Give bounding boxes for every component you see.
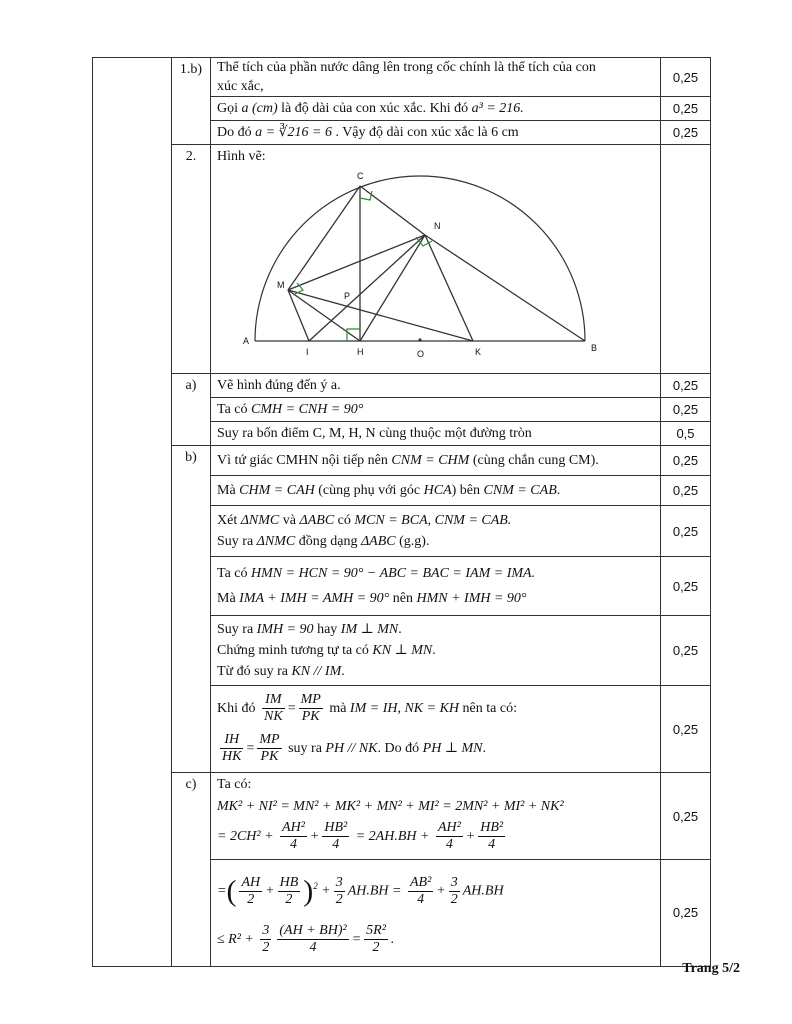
- denominator: PK: [301, 709, 320, 725]
- text: Suy ra: [217, 622, 254, 637]
- text-line: [217, 640, 654, 661]
- text-line: Thể tích của phần nước dâng lên trong cốc chính là thể tích của con: [217, 60, 596, 75]
- score: 0,25: [661, 476, 711, 506]
- denominator: 4: [289, 837, 297, 853]
- numerator: 5R²: [366, 922, 386, 938]
- math: HCA: [423, 483, 452, 498]
- denominator: 2: [247, 891, 255, 907]
- label-k: K: [475, 347, 482, 357]
- math: = 2AH.BH +: [355, 829, 430, 844]
- text: Ta có: [217, 402, 248, 417]
- label-c: C: [357, 171, 364, 181]
- fraction: [322, 820, 349, 853]
- denominator: 2: [285, 891, 293, 907]
- label-m: M: [277, 280, 285, 290]
- numerator: HB²: [324, 820, 348, 836]
- math-line: [217, 916, 654, 964]
- text: . Do đó: [377, 741, 420, 756]
- denominator: 4: [445, 837, 453, 853]
- empty-column: [93, 58, 172, 967]
- math: +: [309, 829, 320, 844]
- score: 0,25: [661, 773, 711, 860]
- score: 0,25: [661, 398, 711, 422]
- math: (cm): [252, 101, 278, 116]
- text: Mà: [217, 591, 236, 606]
- fraction: [277, 923, 348, 956]
- math: a³ = 216.: [471, 101, 524, 116]
- answer-text: [211, 97, 661, 121]
- math: ≤ R² +: [217, 931, 254, 947]
- math: KN // IM: [291, 664, 342, 679]
- text: Từ đó suy ra: [217, 664, 288, 679]
- numerator: HB²: [480, 820, 504, 836]
- segment-mn: [288, 235, 425, 290]
- segment-mk: [288, 290, 473, 341]
- fraction: [449, 875, 460, 908]
- text: =: [287, 701, 296, 716]
- math: ΔABC: [360, 534, 396, 549]
- exponent: 2: [313, 881, 318, 891]
- text: Mà: [217, 483, 236, 498]
- fraction: [260, 923, 271, 956]
- math-line: [217, 818, 654, 856]
- score: 0,25: [661, 121, 711, 145]
- item-label: c): [172, 773, 211, 967]
- label-i: I: [306, 347, 309, 357]
- text: suy ra: [288, 741, 322, 756]
- text: là độ dài của con xúc xắc. Khi đó: [281, 101, 469, 116]
- answer-text: [211, 686, 661, 773]
- math: AH.BH =: [347, 883, 402, 899]
- denominator: 4: [417, 891, 425, 907]
- answer-text: [211, 773, 661, 860]
- score: 0,25: [661, 686, 711, 773]
- text: .: [398, 622, 402, 637]
- answer-text: [211, 860, 661, 967]
- fraction: [278, 875, 301, 908]
- math-line: [217, 862, 654, 916]
- denominator: 4: [309, 939, 317, 955]
- label-p: P: [344, 291, 351, 301]
- denominator: 2: [372, 939, 380, 955]
- label-a: A: [243, 336, 250, 346]
- item-label: a): [172, 374, 211, 446]
- fraction: [408, 875, 433, 908]
- label-b: B: [591, 343, 598, 353]
- math: a: [241, 101, 249, 116]
- denominator: PK: [260, 749, 279, 765]
- text: hay: [317, 622, 338, 637]
- paren-open: (: [226, 874, 237, 908]
- fraction: [299, 692, 323, 725]
- text: =: [246, 741, 255, 756]
- table-row: [93, 58, 711, 97]
- denominator: 2: [262, 939, 270, 955]
- score: 0,25: [661, 557, 711, 616]
- answer-text: [211, 446, 661, 476]
- text: Chứng minh tương tự ta có: [217, 643, 369, 658]
- text: Ta có: [217, 566, 248, 581]
- score: 0,25: [661, 506, 711, 557]
- denominator: 4: [488, 837, 496, 853]
- math: MCN = BCA, CNM = CAB.: [354, 513, 512, 528]
- figure-cell: [211, 145, 661, 374]
- math: MK² + NI² = MN² + MK² + MN² + MI² = 2MN² + MI² + NK²: [217, 799, 564, 814]
- text-line: [217, 561, 654, 586]
- math: +: [321, 883, 331, 899]
- fraction: [436, 820, 463, 853]
- answer-text: Vẽ hình đúng đến ý a.: [211, 374, 661, 398]
- math: IMA + IMH = AMH = 90°: [239, 591, 390, 606]
- numerator: HB: [279, 874, 299, 890]
- answer-text: [211, 506, 661, 557]
- math: PH // NK: [325, 741, 378, 756]
- math: ΔABC: [299, 513, 335, 528]
- fraction: [478, 820, 505, 853]
- semicircle: [255, 176, 585, 341]
- text: Do đó: [217, 125, 252, 140]
- paren-close: ): [303, 874, 314, 908]
- numerator: AH²: [437, 820, 461, 836]
- numerator: (AH + BH)²: [279, 922, 347, 938]
- answer-text: Suy ra bốn điểm C, M, H, N cùng thuộc một đường tròn: [211, 422, 661, 446]
- label-n: N: [434, 221, 441, 231]
- score: 0,25: [661, 97, 711, 121]
- math: +: [465, 829, 476, 844]
- fraction: [220, 732, 243, 765]
- math: IM = IH, NK = KH: [349, 701, 460, 716]
- score: 0,5: [661, 422, 711, 446]
- math: .: [390, 931, 395, 947]
- text: (cùng chắn cung CM).: [472, 453, 599, 468]
- segment-cn: [360, 186, 425, 235]
- text: Xét: [217, 513, 238, 528]
- numerator: 3: [450, 874, 458, 890]
- text: Gọi: [217, 101, 238, 116]
- center-dot: [418, 338, 421, 341]
- item-label: 1.b): [172, 58, 211, 145]
- page-number: Trang 5/2: [682, 961, 740, 976]
- text: Khi đó: [217, 701, 256, 716]
- denominator: 2: [335, 891, 343, 907]
- text: và: [282, 513, 296, 528]
- answer-text: [211, 476, 661, 506]
- fraction: [280, 820, 307, 853]
- text: ) bên: [451, 483, 481, 498]
- text-line: [217, 661, 654, 682]
- text: Suy ra: [217, 534, 254, 549]
- denominator: NK: [264, 709, 283, 725]
- math: = 2CH² +: [217, 829, 274, 844]
- denominator: 2: [450, 891, 458, 907]
- numerator: AB²: [409, 874, 432, 890]
- score: 0,25: [661, 446, 711, 476]
- text: Hình vẽ:: [217, 149, 266, 164]
- math: CNM = CAB: [483, 483, 557, 498]
- table-row: [93, 374, 711, 398]
- item-label: b): [172, 446, 211, 773]
- numerator: 3: [335, 874, 343, 890]
- fraction: [239, 875, 262, 908]
- math: +: [436, 883, 446, 899]
- text: Vì tứ giác CMHN nội tiếp nên: [217, 453, 388, 468]
- table-row: [93, 145, 711, 374]
- text: (cùng phụ với góc: [318, 483, 421, 498]
- score: 0,25: [661, 58, 711, 97]
- numerator: AH: [241, 874, 261, 890]
- text: .: [556, 483, 561, 498]
- denominator: 4: [332, 837, 340, 853]
- text: nên: [392, 591, 413, 606]
- denominator: HK: [222, 749, 242, 765]
- geometry-figure: [217, 169, 655, 369]
- math: CNM = CHM: [391, 453, 470, 468]
- math: =: [217, 883, 227, 899]
- answer-text: [211, 557, 661, 616]
- text-line: [217, 510, 654, 531]
- math: ΔNMC: [256, 534, 296, 549]
- math: CMH = CNH = 90°: [251, 402, 364, 417]
- label-o: O: [417, 349, 425, 359]
- text-line: [217, 689, 654, 729]
- fraction: [262, 692, 285, 725]
- text: (g.g).: [399, 534, 430, 549]
- answer-text: [211, 121, 661, 145]
- table-row: [93, 446, 711, 476]
- text: Ta có:: [217, 777, 252, 792]
- text-line: [217, 619, 654, 640]
- math: AH.BH: [462, 883, 504, 899]
- text: mà: [329, 701, 347, 716]
- numerator: 3: [262, 922, 270, 938]
- fraction: [257, 732, 281, 765]
- text: . Vậy độ dài con xúc xắc là 6 cm: [335, 125, 519, 140]
- numerator: IM: [262, 692, 285, 709]
- text-line: [217, 531, 654, 552]
- math: CHM = CAH: [239, 483, 315, 498]
- text: có: [337, 513, 351, 528]
- text-line: xúc xắc,: [217, 79, 264, 94]
- score: 0,25: [661, 374, 711, 398]
- label-h: H: [357, 347, 364, 357]
- math: HMN = HCN = 90° − ABC = BAC = IAM = IMA.: [251, 566, 536, 581]
- right-angle-c: [360, 191, 372, 200]
- text: .: [482, 741, 486, 756]
- text: .: [341, 664, 345, 679]
- fraction: [364, 923, 388, 956]
- math: IMH = 90: [256, 622, 314, 637]
- math: =: [351, 931, 362, 947]
- segment-ni: [309, 235, 425, 341]
- answer-text: [211, 616, 661, 686]
- math: a = ∛216 = 6: [255, 125, 332, 140]
- table-row: [93, 773, 711, 860]
- math: KN ⊥ MN: [372, 643, 433, 658]
- answer-text: [211, 58, 661, 97]
- text-line: [217, 586, 654, 611]
- numerator: IH: [220, 732, 243, 749]
- text-line: [217, 729, 654, 769]
- item-label: 2.: [172, 145, 211, 374]
- numerator: MP: [259, 732, 280, 748]
- text: .: [432, 643, 436, 658]
- math: IM ⊥ MN: [340, 622, 399, 637]
- numerator: MP: [300, 692, 321, 708]
- text: đồng dạng: [298, 534, 358, 549]
- math: HMN + IMH = 90°: [416, 591, 527, 606]
- text: nên ta có:: [462, 701, 517, 716]
- score: 0,25: [661, 860, 711, 967]
- fraction: [334, 875, 345, 908]
- answer-text: [211, 398, 661, 422]
- math: PH ⊥ MN: [422, 741, 483, 756]
- score-empty: [661, 145, 711, 374]
- answer-table: [92, 57, 711, 967]
- segment-cm: [288, 186, 360, 290]
- math: ΔNMC: [240, 513, 280, 528]
- math: +: [265, 883, 275, 899]
- score: 0,25: [661, 616, 711, 686]
- numerator: AH²: [282, 820, 305, 836]
